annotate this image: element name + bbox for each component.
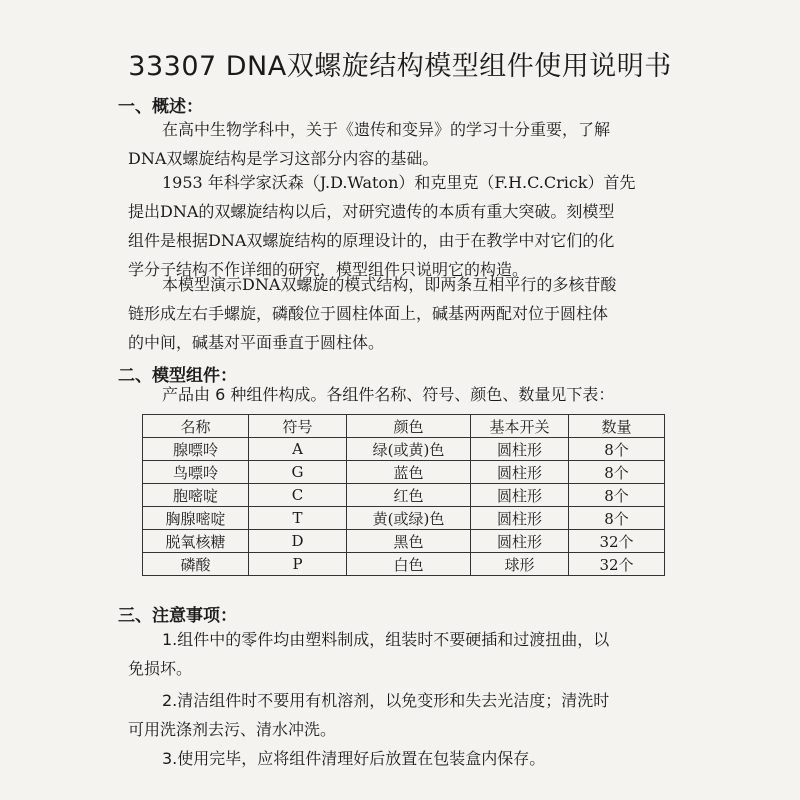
section1-paragraph-2: [128, 168, 688, 284]
section1-paragraph-3: [128, 270, 688, 357]
text-line: 本模型演示DNA双螺旋的模式结构，即两条互相平行的多核苷酸: [162, 275, 617, 294]
header-symbol: 符号: [249, 415, 347, 438]
notice-3: [128, 744, 688, 773]
cell-color: 白色: [347, 553, 471, 576]
table-row: [143, 438, 665, 461]
cell-quantity: 8个: [569, 507, 665, 530]
cell-shape: 圆柱形: [471, 461, 569, 484]
section2-intro: [128, 380, 688, 409]
document-title: 33307 DNA双螺旋结构模型组件使用说明书: [128, 51, 672, 82]
text-line: 1953 年科学家沃森（J.D.Waton）和克里克（F.H.C.Crick）首先: [162, 173, 636, 192]
cell-quantity: 32个: [569, 553, 665, 576]
text-line: DNA双螺旋结构是学习这部分内容的基础。: [128, 149, 439, 168]
cell-quantity: 8个: [569, 438, 665, 461]
header-shape: 基本开关: [471, 415, 569, 438]
text-line: 组件是根据DNA双螺旋结构的原理设计的，由于在教学中对它们的化: [128, 231, 615, 250]
section1-paragraph-1: [128, 115, 688, 173]
cell-color: 绿(或黄)色: [347, 438, 471, 461]
cell-color: 黄(或绿)色: [347, 507, 471, 530]
cell-shape: 圆柱形: [471, 507, 569, 530]
cell-symbol: C: [249, 484, 347, 507]
cell-shape: 圆柱形: [471, 438, 569, 461]
cell-shape: 圆柱形: [471, 530, 569, 553]
text-line: 的中间，碱基对平面垂直于圆柱体。: [128, 333, 385, 352]
table-row: [143, 461, 665, 484]
cell-name: 磷酸: [143, 553, 249, 576]
text-line: 链形成左右手螺旋，磷酸位于圆柱体面上，碱基两两配对位于圆柱体: [128, 304, 609, 323]
text-line: 可用洗涤剂去污、清水冲洗。: [128, 720, 337, 739]
header-name: 名称: [143, 415, 249, 438]
table-row: [143, 507, 665, 530]
table-row: [143, 530, 665, 553]
cell-name: 脱氧核糖: [143, 530, 249, 553]
cell-name: 胞嘧啶: [143, 484, 249, 507]
cell-color: 蓝色: [347, 461, 471, 484]
table-row: [143, 553, 665, 576]
notice-1: [128, 625, 688, 683]
table-header-row: [143, 415, 665, 438]
cell-symbol: P: [249, 553, 347, 576]
text-line: 免损坏。: [128, 659, 193, 678]
text-line: 产品由 6 种组件构成。各组件名称、符号、颜色、数量见下表：: [162, 385, 615, 404]
cell-name: 腺嘌呤: [143, 438, 249, 461]
cell-symbol: D: [249, 530, 347, 553]
cell-name: 鸟嘌呤: [143, 461, 249, 484]
section2-heading: 二、模型组件：: [118, 366, 237, 386]
text-line: 2.清洁组件时不要用有机溶剂，以免变形和失去光洁度；清洗时: [162, 691, 610, 710]
cell-name: 胸腺嘧啶: [143, 507, 249, 530]
cell-color: 红色: [347, 484, 471, 507]
cell-shape: 圆柱形: [471, 484, 569, 507]
section3-heading: 三、注意事项：: [118, 606, 237, 626]
table-row: [143, 484, 665, 507]
header-quantity: 数量: [569, 415, 665, 438]
cell-symbol: G: [249, 461, 347, 484]
cell-quantity: 8个: [569, 461, 665, 484]
text-line: 提出DNA的双螺旋结构以后，对研究遗传的本质有重大突破。刻模型: [128, 202, 615, 221]
text-line: 3.使用完毕，应将组件清理好后放置在包装盒内保存。: [162, 749, 546, 768]
section1-heading: 一、概述：: [118, 97, 203, 117]
text-line: 1.组件中的零件均由塑料制成，组装时不要硬插和过渡扭曲，以: [162, 630, 610, 649]
cell-quantity: 8个: [569, 484, 665, 507]
cell-quantity: 32个: [569, 530, 665, 553]
notice-2: [128, 686, 688, 744]
cell-symbol: A: [249, 438, 347, 461]
header-color: 颜色: [347, 415, 471, 438]
text-line: 在高中生物学科中，关于《遗传和变异》的学习十分重要，了解: [162, 120, 611, 139]
components-table: [142, 414, 665, 576]
cell-shape: 球形: [471, 553, 569, 576]
cell-color: 黑色: [347, 530, 471, 553]
text-line: 学分子结构不作详细的研究，模型组件只说明它的构造。: [128, 260, 529, 279]
cell-symbol: T: [249, 507, 347, 530]
